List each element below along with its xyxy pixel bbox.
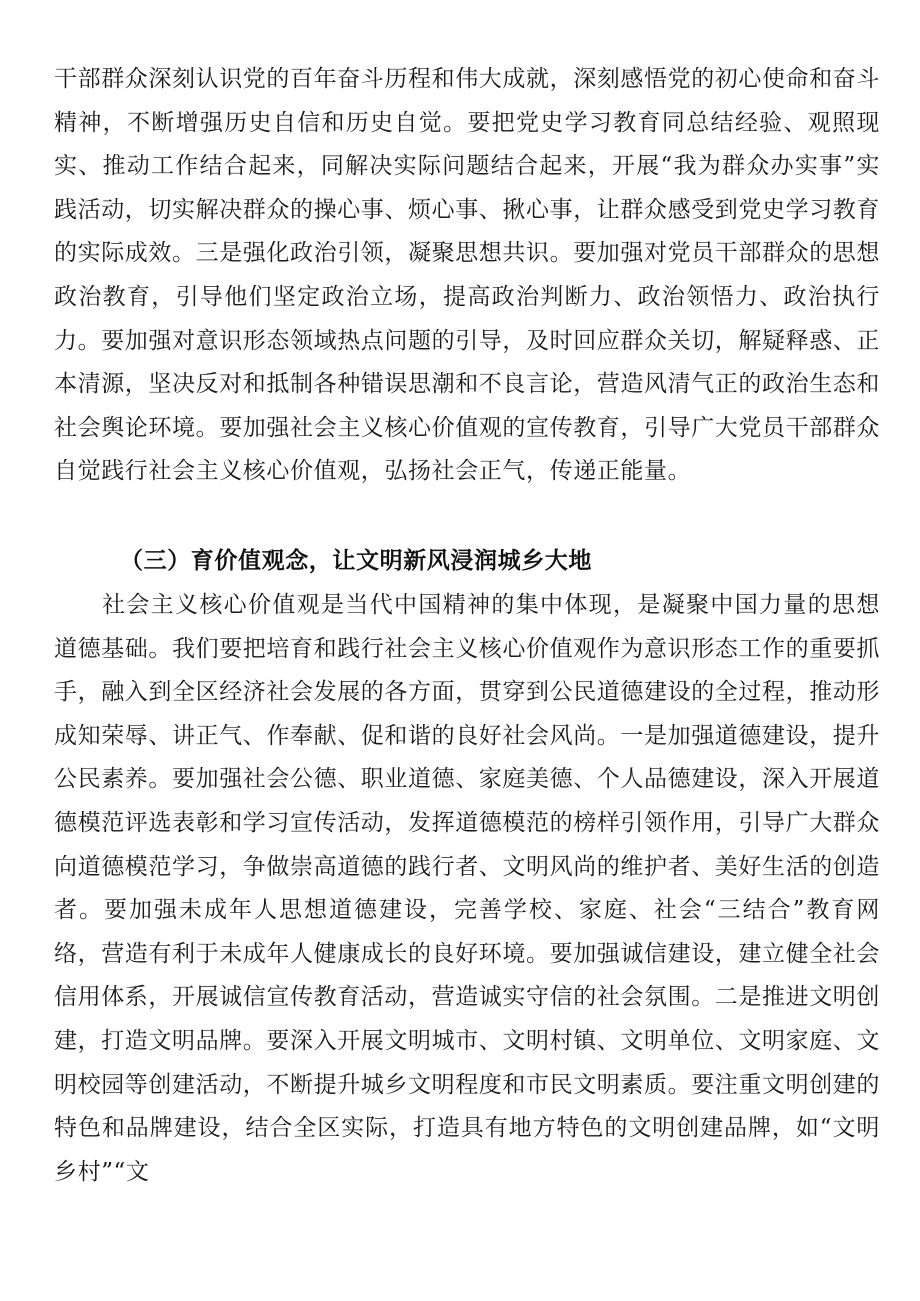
body-paragraph-continued: 干部群众深刻认识党的百年奋斗历程和伟大成就，深刻感悟党的初心使命和奋斗精神，不断增强历史自信和历史自觉。要把党史学习教育同总结经验、观照现实、推动工作结合起来，同解决实际问题结合起来，开展“我为群众办实事”实践活动，切实解决群众的操心事、烦心事、揪心事，让群众感受到党史学习教育的实际成效。三是强化政治引领，凝聚思想共识。要加强对党员干部群众的思想政治教育，引导他们坚定政治立场，提高政治判断力、政治领悟力、政治执行力。要加强对意识形态领域热点问题的引导，及时回应群众关切，解疑释惑、正本清源，坚决反对和抵制各种错误思潮和不良言论，营造风清气正的政治生态和社会舆论环境。要加强社会主义核心价值观的宣传教育，引导广大党员干部群众自觉践行社会主义核心价值观，弘扬社会正气，传递正能量。 xyxy=(54,66,880,485)
section-heading: （三）育价值观念，让文明新风浸润城乡大地 xyxy=(120,548,592,574)
body-paragraph: 社会主义核心价值观是当代中国精神的集中体现，是凝聚中国力量的思想道德基础。我们要把培育和践行社会主义核心价值观作为意识形态工作的重要抓手，融入到全区经济社会发展的各方面，贯穿到公民道德建设的全过程，推动形成知荣辱、讲正气、作奉献、促和谐的良好社会风尚。一是加强道德建设，提升公民素养。要加强社会公德、职业道德、家庭美德、个人品德建设，深入开展道德模范评选表彰和学习宣传活动，发挥道德模范的榜样引领作用，引导广大群众向道德模范学习，争做崇高道德的践行者、文明风尚的维护者、美好生活的创造者。要加强未成年人思想道德建设，完善学校、家庭、社会“三结合”教育网络，营造有利于未成年人健康成长的良好环境。要加强诚信建设，建立健全社会信用体系，开展诚信宣传教育活动，营造诚实守信的社会氛围。二是推进文明创建，打造文明品牌。要深入开展文明城市、文明村镇、文明单位、文明家庭、文明校园等创建活动，不断提升城乡文明程度和市民文明素质。要注重文明创建的特色和品牌建设，结合全区实际，打造具有地方特色的文明创建品牌，如“文明乡村”“文 xyxy=(54,592,880,1185)
